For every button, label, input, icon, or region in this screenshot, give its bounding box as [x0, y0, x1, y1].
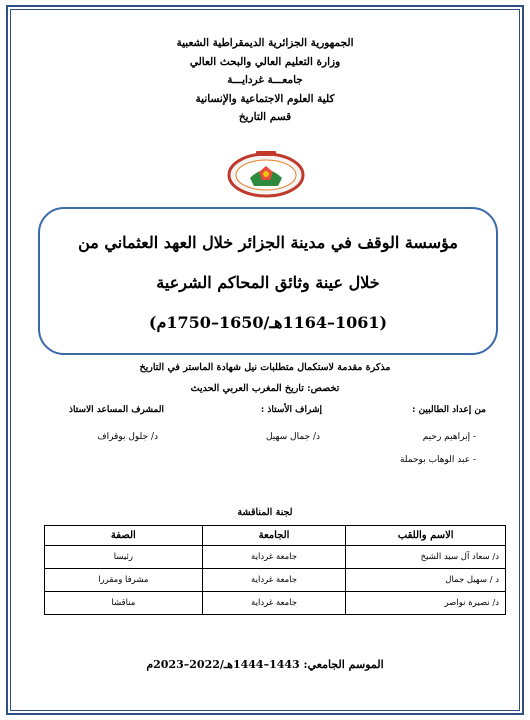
member-university: جامعة غرداية [202, 569, 346, 592]
ministry-name: وزارة التعليم العالي والبحث العالي [189, 55, 341, 68]
university-logo [226, 148, 306, 198]
department-name: قسم التاريخ [238, 111, 292, 123]
committee-title: لجنة المناقشة [237, 507, 293, 518]
institution-header [0, 34, 530, 127]
thesis-title-box [38, 207, 498, 355]
student-name-2: - عبد الوهاب بوحملة [399, 455, 476, 465]
header-role: الصفة [45, 526, 203, 546]
table-row [45, 592, 506, 615]
header-university: الجامعة [202, 526, 346, 546]
header-name: الاسم واللقب [346, 526, 506, 546]
supervisor-name: د/ جمال سهيل [265, 432, 320, 442]
students-label: من إعداد الطالبين : [412, 405, 486, 415]
member-role: مشرفا ومقررا [45, 569, 203, 592]
memo-description: مذكرة مقدمة لاستكمال متطلبات نيل شهادة الماستر في التاريخ [139, 362, 391, 373]
cosupervisor-name: د/ جلول بوقراف [97, 432, 158, 442]
member-name: د/ سعاد آل سيد الشيخ [346, 546, 506, 569]
member-name: د / سهيل جمال [346, 569, 506, 592]
thesis-title-line2: خلال عينة وثائق المحاكم الشرعية [156, 273, 380, 292]
committee-table [44, 525, 506, 615]
faculty-name: كلية العلوم الاجتماعية والإنسانية [195, 92, 335, 105]
member-name: د/ نصيرة نواصر [346, 592, 506, 615]
cosupervisor-label: المشرف المساعد الاستاذ [69, 405, 164, 415]
member-role: رئيسا [45, 546, 203, 569]
table-row [45, 569, 506, 592]
supervisor-label: إشراف الأستاذ : [260, 405, 322, 415]
committee-header-row [45, 526, 506, 546]
thesis-title-dates: (1061–1164هـ/1650–1750م) [148, 313, 388, 332]
member-role: مناقشا [45, 592, 203, 615]
student-name-1: - إبراهيم رحيم [422, 432, 476, 442]
member-university: جامعة غرداية [202, 546, 346, 569]
specialty: تخصص: تاريخ المغرب العربي الحديث [190, 383, 340, 394]
member-university: جامعة غرداية [202, 592, 346, 615]
republic-name: الجمهورية الجزائرية الديمقراطية الشعبية [176, 37, 354, 49]
thesis-title-line1: مؤسسة الوقف في مدينة الجزائر خلال العهد العثماني من [78, 233, 458, 252]
academic-season: الموسم الجامعي: 1443–1444هـ/2022–2023م [146, 658, 384, 671]
university-name: جامعـــة غردايـــة [227, 74, 303, 86]
table-row [45, 546, 506, 569]
